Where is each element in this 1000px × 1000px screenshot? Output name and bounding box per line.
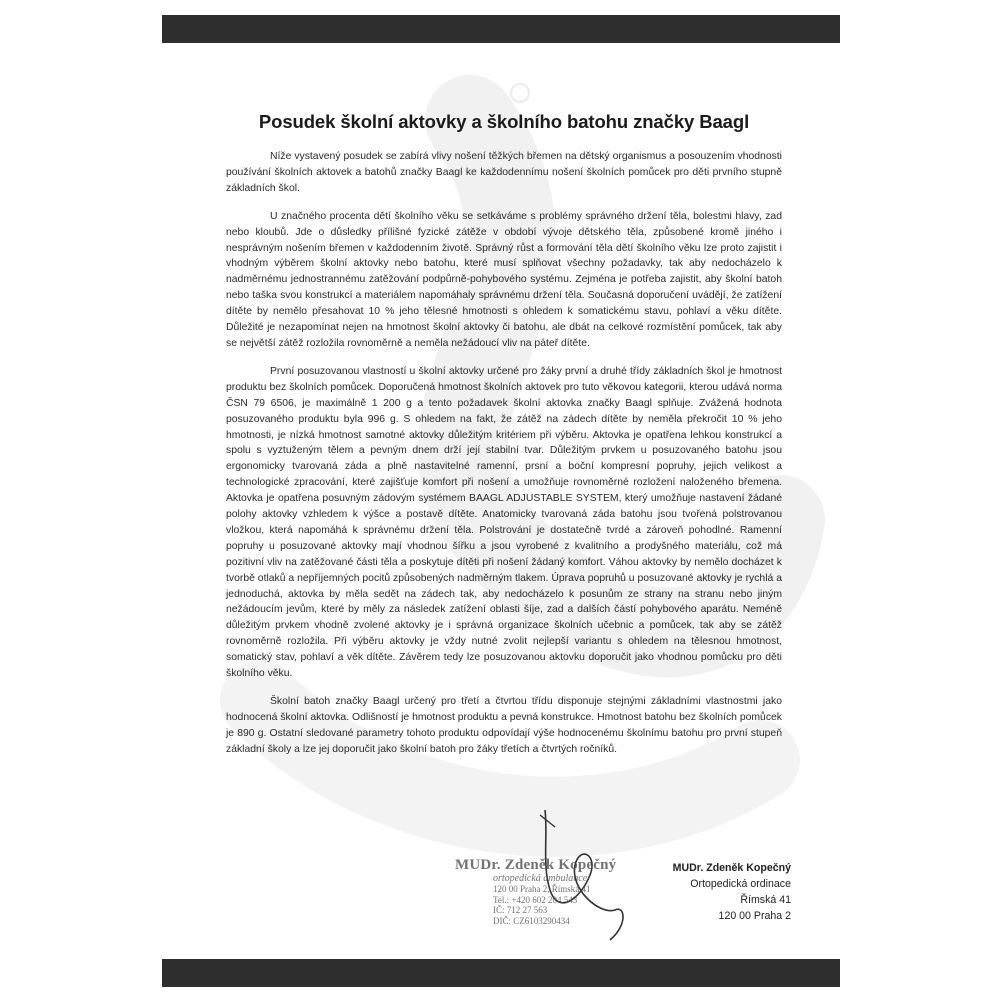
signature-block [641, 860, 791, 924]
signatory-practice: Ortopedická ordinace [690, 878, 791, 890]
paragraph-intro: Níže vystavený posudek se zabírá vlivy nošení těžkých břemen na dětský organismus a posouzením vhodnosti používání školních aktovek a batohů značky Baagl ke každodennímu nošení školních pomůcek pro děti prvního stupně základních škol. [226, 151, 782, 194]
stamp-name: MUDr. Zdeněk Kopečný [455, 857, 617, 873]
paragraph-backpack-assessment: Školní batoh značky Baagl určený pro třetí a čtvrtou třídu disponuje stejnými základními vlastnostmi jako hodnocená školní aktovka. Odlišností je hmotnost produktu a pevná konstrukce. Hmotnost batohu bez školních pomůcek je 890 g. Ostatní sledované parametry tohoto produktu odpovídají výše hodnocenému školnímu batohu pro první stupeň základní školy a lze jej doporučit jako školní batoh pro žáky třetích a čtvrtých ročníků. [226, 696, 782, 755]
stamp-phone: Tel.: +420 602 204 543 [493, 894, 578, 905]
paragraph-posture: U značného procenta dětí školního věku se setkáváme s problémy správného držení těla, bolestmi hlavy, zad nebo kloubů. Jde o důsledky přílišné fyzické zátěže v období vývoje dětského těla, způsobené kromě jiného i nesprávným nošením břemen v každodenním životě. Správný růst a formování těla dětí školního věku lze proto zajistit i vhodným výběrem školní aktovky nebo batohu, které musí splňovat všechny požadavky, tak aby nedocházelo k nadměrnému jednostrannému zatěžování podpůrně-pohybového systému. Zejména je potřeba zajistit, aby školní batoh nebo taška svou konstrukcí a materiálem napomáhaly správnému držení těla. Současná doporučení uvádějí, že zatížení dítěte by nemělo přesahovat 10 % jeho tělesné hmotnosti s ohledem k somatickému stavu, pohlaví a věku dítěte. Důležité je nezapomínat nejen na hmotnost školní aktovky či batohu, ale dbát na celkové rozmístění pomůcek, tak aby se největší zátěž rozložila rovnoměrně a neměla nežádoucí vliv na páteř dítěte. [226, 210, 782, 349]
stamp-subtitle: ortopedická ambulance [493, 873, 588, 884]
assessment-document [226, 111, 782, 770]
stamp-ic: IČ: 712 27 563 [493, 905, 548, 915]
stamp-dic: DIČ: CZ6103290434 [493, 915, 570, 926]
header-bar [162, 15, 840, 43]
paragraph-satchel-assessment: První posuzovanou vlastností u školní aktovky určené pro žáky první a druhé třídy základních škol je hmotnost produktu bez školních pomůcek. Doporučená hmotnost školních aktovek pro tuto věkovou kategorii, kterou udává norma ČSN 79 6506, je maximálně 1 200 g a tento požadavek školní aktovka značky Baagl splňuje. Zvážená hodnota posuzovaného produktu byla 996 g. S ohledem na fakt, že zátěž na zádech dítěte by neměla překročit 10 % jeho hmotnosti, je nízká hmotnost samotné aktovky důležitým kritériem při výběru. Aktovka je opatřena lehkou konstrukcí a spolu s vyztuženým tělem a pevným dnem drží její stabilní tvar. Důležitým prvkem u posuzovaného batohu jsou ergonomicky tvarovaná záda a plně nastavitelné ramenní, prsní a boční kompresní popruhy, jejich velikost a technologické zpracování, které zajišťuje komfort při nošení a umožňuje rovnoměrné rozložení naloženého břemena. Aktovka je opatřena posuvným zádovým systémem BAAGL ADJUSTABLE SYSTEM, který umožňuje nastavení žádané polohy aktovky vzhledem k výšce a postavě dítěte. Anatomicky tvarovaná záda batohu jsou tvořená polstrovanou vložkou, která napomáhá k správnému držení těla. Polstrování je dostatečně tvrdé a zároveň pohodlné. Ramenní popruhy u posuzované aktovky mají vhodnou šířku a jsou vyrobené z kvalitního a prodyšného materiálu, což má pozitivní vliv na zatěžované části těla a poskytuje dítěti při nošení žádaný komfort. Váhou aktovky by nemělo docházet k tvorbě otlaků a nepříjemných pocitů způsobených nadměrným tlakem. Úprava popruhů u posuzované aktovky je rychlá a jednoduchá, aktovka by měla sedět na zádech tak, aby nedocházelo k posunům ze strany na stranu nebo jiným nežádoucím jevům, které by měly za následek zatížení oblasti šíje, zad a dalších částí pohybového aparátu. Neméně důležitým prvkem vhodně zvolené aktovky je i správná organizace školních učebnic a pomůcek, tak aby se zátěž rovnoměrně rozložila. Při výběru aktovky je vždy nutné zvolit nejlepší variantu s ohledem na tělesnou hmotnost, somatický stav, pohlaví a věk dítěte. Závěrem tedy lze posuzovanou aktovku doporučit jako vhodnou pomůcku pro děti školního věku. [226, 365, 782, 680]
document-body [226, 149, 782, 758]
signatory-name: MUDr. Zdeněk Kopečný [672, 862, 791, 874]
signatory-street: Římská 41 [740, 894, 791, 906]
stamp-address: 120 00 Praha 2, Římská 41 [493, 884, 591, 894]
document-title: Posudek školní aktovky a školního batohu značky Baagl [258, 111, 750, 132]
footer-bar [162, 959, 840, 987]
doctor-stamp [455, 857, 640, 947]
signatory-city: 120 00 Praha 2 [718, 910, 791, 922]
